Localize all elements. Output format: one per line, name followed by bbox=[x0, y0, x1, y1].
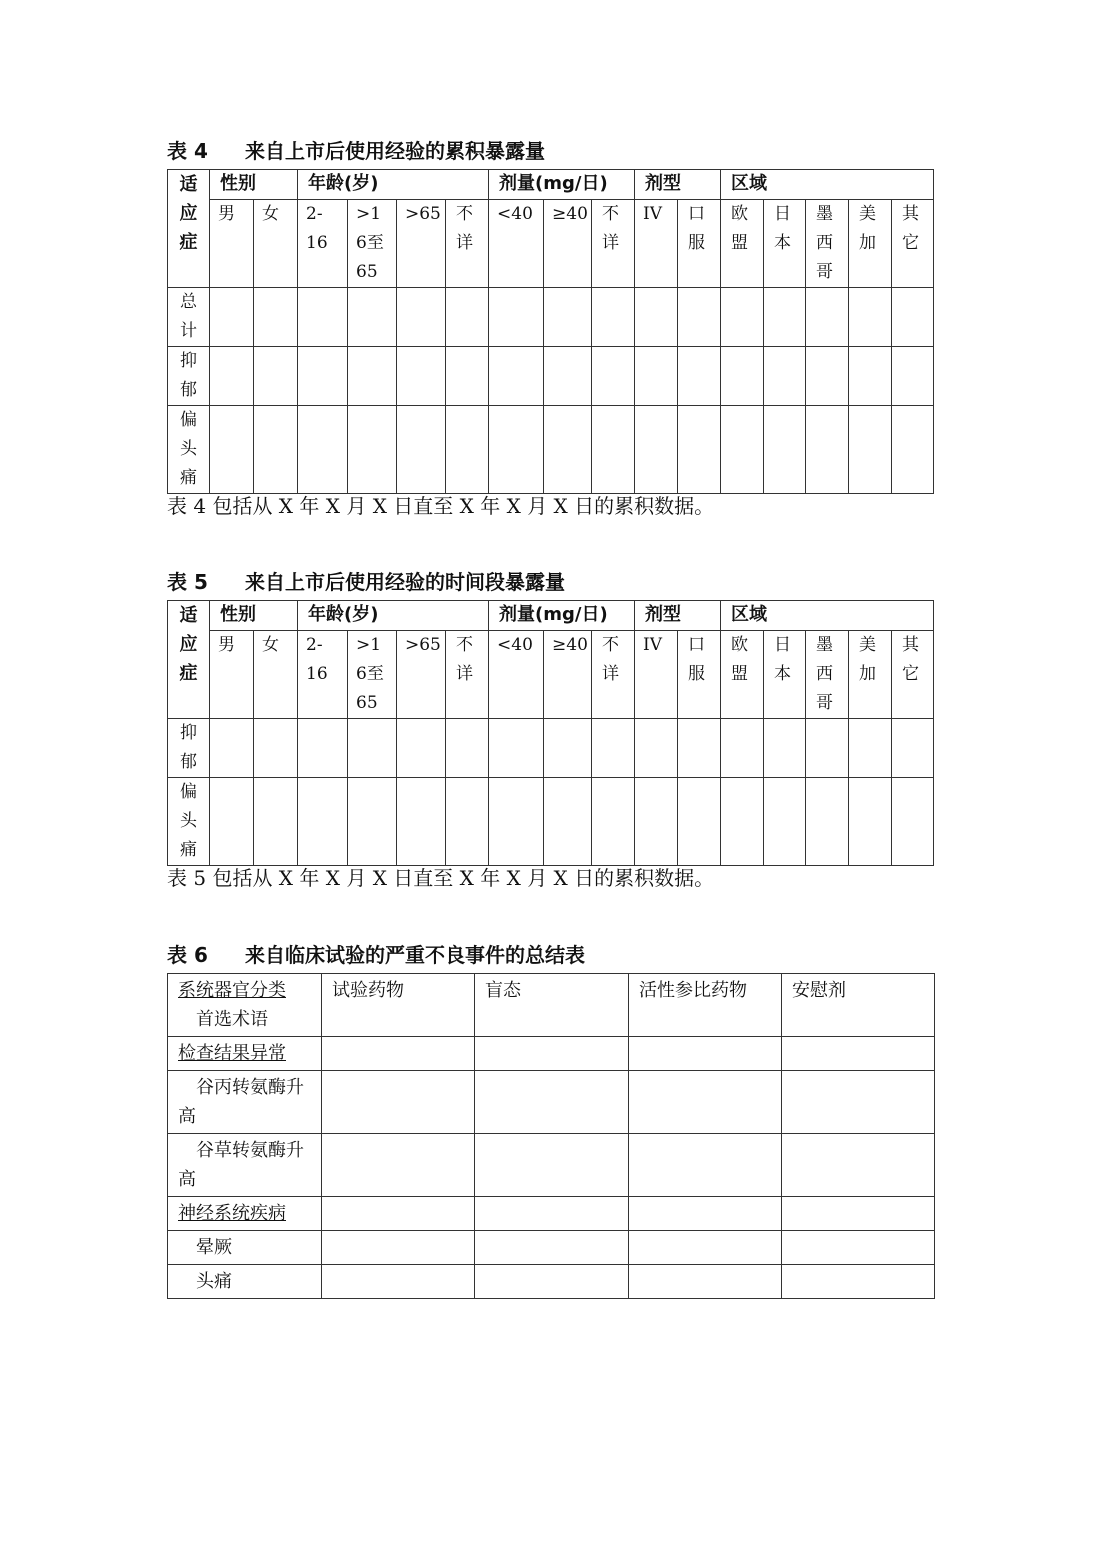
row-label: 偏头痛 bbox=[168, 406, 210, 494]
table-cell bbox=[678, 778, 721, 866]
sex-group-header: 性别 bbox=[210, 601, 298, 631]
table6-body bbox=[168, 1037, 935, 1299]
table-cell bbox=[489, 406, 544, 494]
table-cell bbox=[210, 288, 254, 347]
table4-title: 来自上市后使用经验的累积暴露量 bbox=[245, 139, 545, 163]
dose-group-header: 剂量(mg/日) bbox=[489, 601, 635, 631]
table-cell bbox=[489, 719, 544, 778]
table-cell bbox=[446, 778, 489, 866]
table-cell bbox=[348, 719, 397, 778]
table-cell bbox=[298, 347, 348, 406]
table-cell bbox=[764, 347, 806, 406]
table5-title: 来自上市后使用经验的时间段暴露量 bbox=[245, 570, 565, 594]
table-cell bbox=[782, 1134, 935, 1197]
table-cell bbox=[782, 1071, 935, 1134]
pt-label: 谷丙转氨酶升高 bbox=[168, 1071, 322, 1134]
table-cell bbox=[475, 1071, 629, 1134]
table-cell bbox=[635, 778, 678, 866]
table-cell bbox=[678, 347, 721, 406]
table-cell bbox=[678, 406, 721, 494]
pt-row bbox=[168, 1134, 935, 1197]
soc-row bbox=[168, 1037, 935, 1071]
table5-caption bbox=[167, 569, 565, 595]
pt-label: 谷草转氨酶升高 bbox=[168, 1134, 322, 1197]
table-row bbox=[168, 347, 934, 406]
table-cell bbox=[298, 778, 348, 866]
table-cell bbox=[397, 406, 446, 494]
table-cell bbox=[678, 719, 721, 778]
table-row bbox=[168, 719, 934, 778]
table6-title: 来自临床试验的严重不良事件的总结表 bbox=[245, 943, 585, 967]
col-age-2-16: 2-16 bbox=[298, 200, 348, 288]
table-cell bbox=[849, 288, 892, 347]
table-cell bbox=[892, 719, 934, 778]
table-cell bbox=[397, 719, 446, 778]
table-cell bbox=[475, 1134, 629, 1197]
table4-label: 表 4 bbox=[167, 139, 208, 163]
table-cell bbox=[592, 719, 635, 778]
row-label: 抑郁 bbox=[168, 347, 210, 406]
table-cell bbox=[849, 347, 892, 406]
table-cell bbox=[475, 1231, 629, 1265]
table-cell bbox=[322, 1265, 475, 1299]
table-cell bbox=[489, 347, 544, 406]
table-cell bbox=[592, 406, 635, 494]
region-group-header: 区域 bbox=[721, 601, 934, 631]
col-other: 其它 bbox=[892, 200, 934, 288]
table-cell bbox=[544, 288, 592, 347]
col-us-ca: 美加 bbox=[849, 200, 892, 288]
table-cell bbox=[298, 288, 348, 347]
table-cell bbox=[635, 347, 678, 406]
col-eu: 欧盟 bbox=[721, 631, 764, 719]
table-cell bbox=[489, 778, 544, 866]
table-cell bbox=[254, 288, 298, 347]
table-cell bbox=[397, 347, 446, 406]
table-cell bbox=[806, 719, 849, 778]
indication-header: 适应症 bbox=[168, 170, 210, 288]
table5-label: 表 5 bbox=[167, 570, 208, 594]
table-cell bbox=[721, 288, 764, 347]
col-dose-unknown: 不详 bbox=[592, 200, 635, 288]
table-row bbox=[168, 288, 934, 347]
age-group-header: 年龄(岁) bbox=[298, 170, 489, 200]
table-cell bbox=[892, 288, 934, 347]
table6-label: 表 6 bbox=[167, 943, 208, 967]
col-other: 其它 bbox=[892, 631, 934, 719]
row-label: 总计 bbox=[168, 288, 210, 347]
table-cell bbox=[544, 347, 592, 406]
table-cell bbox=[254, 347, 298, 406]
table-cell bbox=[322, 1037, 475, 1071]
table-cell bbox=[322, 1197, 475, 1231]
table-cell bbox=[592, 288, 635, 347]
col-male: 男 bbox=[210, 631, 254, 719]
table-cell bbox=[210, 406, 254, 494]
soc-header: 系统器官分类 bbox=[178, 980, 286, 1001]
dose-group-header: 剂量(mg/日) bbox=[489, 170, 635, 200]
table-cell bbox=[322, 1231, 475, 1265]
soc-label: 神经系统疾病 bbox=[168, 1197, 322, 1231]
table-cell bbox=[721, 406, 764, 494]
table-cell bbox=[322, 1071, 475, 1134]
table5-body bbox=[168, 719, 934, 866]
table-row bbox=[168, 778, 934, 866]
table-cell bbox=[446, 347, 489, 406]
table-cell bbox=[592, 347, 635, 406]
col-iv: IV bbox=[635, 200, 678, 288]
table-cell bbox=[489, 288, 544, 347]
col-oral: 口服 bbox=[678, 631, 721, 719]
indication-header: 适应症 bbox=[168, 601, 210, 719]
table5-note: 表 5 包括从 X 年 X 月 X 日直至 X 年 X 月 X 日的累积数据。 bbox=[167, 866, 715, 890]
col-mexico: 墨西哥 bbox=[806, 631, 849, 719]
col-age-65: >65 bbox=[397, 200, 446, 288]
table6-sae-summary bbox=[167, 973, 935, 1299]
table-cell bbox=[629, 1037, 782, 1071]
table-cell bbox=[446, 288, 489, 347]
col-japan: 日本 bbox=[764, 631, 806, 719]
table-cell bbox=[849, 778, 892, 866]
row-label: 偏头痛 bbox=[168, 778, 210, 866]
table-cell bbox=[544, 406, 592, 494]
table-cell bbox=[629, 1265, 782, 1299]
table-cell bbox=[592, 778, 635, 866]
table-cell bbox=[254, 719, 298, 778]
table-cell bbox=[635, 719, 678, 778]
col-japan: 日本 bbox=[764, 200, 806, 288]
table-cell bbox=[210, 347, 254, 406]
table4-body bbox=[168, 288, 934, 494]
table-cell bbox=[764, 778, 806, 866]
col-age-unknown: 不详 bbox=[446, 631, 489, 719]
region-group-header: 区域 bbox=[721, 170, 934, 200]
table-cell bbox=[721, 778, 764, 866]
table-cell bbox=[892, 347, 934, 406]
table-cell bbox=[298, 719, 348, 778]
col-age-16-65: >16至65 bbox=[348, 631, 397, 719]
col-oral: 口服 bbox=[678, 200, 721, 288]
col-age-unknown: 不详 bbox=[446, 200, 489, 288]
table-cell bbox=[210, 778, 254, 866]
col-male: 男 bbox=[210, 200, 254, 288]
table-cell bbox=[764, 406, 806, 494]
table-cell bbox=[764, 719, 806, 778]
table-cell bbox=[849, 406, 892, 494]
row-label: 抑郁 bbox=[168, 719, 210, 778]
table-cell bbox=[475, 1197, 629, 1231]
table-cell bbox=[721, 719, 764, 778]
table-cell bbox=[629, 1071, 782, 1134]
drug-header: 试验药物 bbox=[322, 974, 475, 1037]
pt-label: 头痛 bbox=[168, 1265, 322, 1299]
table-cell bbox=[475, 1037, 629, 1071]
table-cell bbox=[629, 1134, 782, 1197]
table-cell bbox=[348, 778, 397, 866]
placebo-header: 安慰剂 bbox=[782, 974, 935, 1037]
table-cell bbox=[806, 406, 849, 494]
col-age-65: >65 bbox=[397, 631, 446, 719]
soc-row bbox=[168, 1197, 935, 1231]
table-cell bbox=[806, 288, 849, 347]
table-row bbox=[168, 406, 934, 494]
col-female: 女 bbox=[254, 631, 298, 719]
table-cell bbox=[849, 719, 892, 778]
table-cell bbox=[764, 288, 806, 347]
form-group-header: 剂型 bbox=[635, 601, 721, 631]
table-cell bbox=[298, 406, 348, 494]
col-dose-lt40: <40 bbox=[489, 200, 544, 288]
col-dose-ge40: ≥40 bbox=[544, 631, 592, 719]
table-cell bbox=[254, 778, 298, 866]
table-cell bbox=[635, 288, 678, 347]
col-female: 女 bbox=[254, 200, 298, 288]
table-cell bbox=[892, 778, 934, 866]
table-cell bbox=[397, 288, 446, 347]
col-dose-lt40: <40 bbox=[489, 631, 544, 719]
col-age-16-65: >16至65 bbox=[348, 200, 397, 288]
table-cell bbox=[782, 1197, 935, 1231]
table-cell bbox=[322, 1134, 475, 1197]
age-group-header: 年龄(岁) bbox=[298, 601, 489, 631]
col-dose-ge40: ≥40 bbox=[544, 200, 592, 288]
table-cell bbox=[254, 406, 298, 494]
table6-caption bbox=[167, 942, 585, 968]
table-cell bbox=[782, 1037, 935, 1071]
col-iv: IV bbox=[635, 631, 678, 719]
pt-row bbox=[168, 1265, 935, 1299]
table-cell bbox=[806, 778, 849, 866]
pt-label: 晕厥 bbox=[168, 1231, 322, 1265]
col-age-2-16: 2-16 bbox=[298, 631, 348, 719]
form-group-header: 剂型 bbox=[635, 170, 721, 200]
table-cell bbox=[544, 778, 592, 866]
table-cell bbox=[348, 406, 397, 494]
table-cell bbox=[446, 406, 489, 494]
table-cell bbox=[544, 719, 592, 778]
pt-row bbox=[168, 1231, 935, 1265]
table-cell bbox=[635, 406, 678, 494]
table-cell bbox=[446, 719, 489, 778]
col-mexico: 墨西哥 bbox=[806, 200, 849, 288]
col-dose-unknown: 不详 bbox=[592, 631, 635, 719]
col-eu: 欧盟 bbox=[721, 200, 764, 288]
table-cell bbox=[629, 1197, 782, 1231]
table5-exposure-period bbox=[167, 600, 934, 866]
table-cell bbox=[782, 1265, 935, 1299]
col-us-ca: 美加 bbox=[849, 631, 892, 719]
table4-exposure-cumulative bbox=[167, 169, 934, 494]
table-cell bbox=[721, 347, 764, 406]
sex-group-header: 性别 bbox=[210, 170, 298, 200]
table-cell bbox=[629, 1231, 782, 1265]
table-cell bbox=[806, 347, 849, 406]
active-comparator-header: 活性参比药物 bbox=[629, 974, 782, 1037]
pt-row bbox=[168, 1071, 935, 1134]
table-cell bbox=[475, 1265, 629, 1299]
soc-pt-header bbox=[168, 974, 322, 1037]
table4-note: 表 4 包括从 X 年 X 月 X 日直至 X 年 X 月 X 日的累积数据。 bbox=[167, 494, 715, 518]
table4-caption bbox=[167, 138, 545, 164]
table-cell bbox=[892, 406, 934, 494]
blind-header: 盲态 bbox=[475, 974, 629, 1037]
soc-label: 检查结果异常 bbox=[168, 1037, 322, 1071]
table-cell bbox=[348, 288, 397, 347]
table-cell bbox=[782, 1231, 935, 1265]
pt-header: 首选术语 bbox=[196, 1009, 268, 1030]
table-cell bbox=[678, 288, 721, 347]
table-cell bbox=[348, 347, 397, 406]
table-cell bbox=[397, 778, 446, 866]
table-cell bbox=[210, 719, 254, 778]
